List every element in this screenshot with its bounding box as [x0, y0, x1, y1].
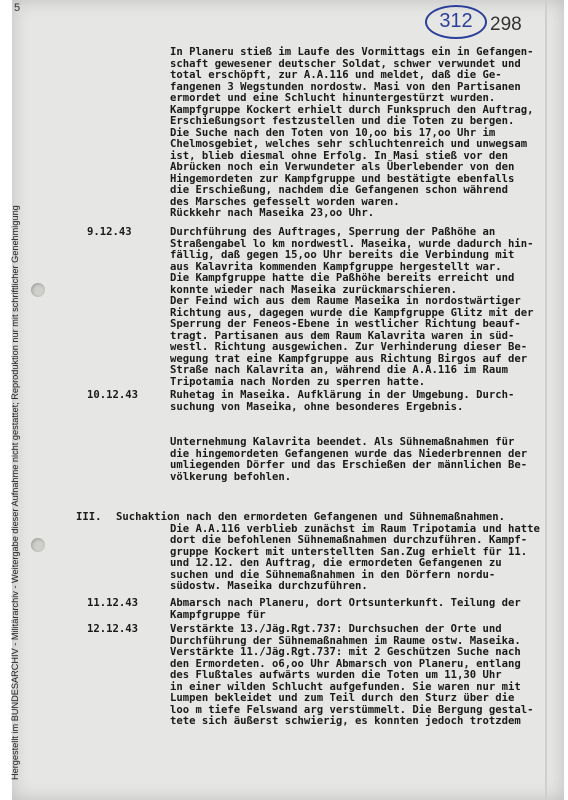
text-line: südostw. Maseika durchzuführen.: [170, 580, 368, 592]
text-line: suchung von Maseika, ohne besonderes Ergebnis.: [170, 400, 464, 413]
text-line: aus Kalavrita kommenden Kampfgruppe hergestellt war.: [170, 260, 502, 273]
text-line: Hingemordeten zur Kampfgruppe und bestätigte ebenfalls: [170, 172, 515, 185]
text-line: in einer wilden Schlucht aufgefunden. Sie waren nur mit: [170, 680, 521, 693]
text-line: umliegenden Dörfer und das Erschießen der männlichen Be-: [170, 459, 528, 471]
text-line: Kampfgruppe für: [170, 608, 266, 621]
text-line: Unternehmung Kalavrita beendet. Als Sühnemaßnahmen für: [170, 436, 515, 448]
text-line: tete sich äußerst schwierig, es konnten jedoch trotzdem: [170, 715, 521, 727]
entry-date: 9.12.43: [87, 226, 132, 238]
text-line: die Erschießung, nachdem die Gefangenen schon während: [170, 184, 509, 196]
text-line: Verstärkte 13./Jäg.Rgt.737: Durchsuchen der Orte und: [170, 623, 502, 635]
text-line: westl. Richtung ausgewichen. Zur Verhinderung dieser Be-: [170, 341, 528, 353]
text-line: suchen und die Sühnemaßnahmen in den Dörfern nordu-: [170, 568, 496, 581]
archive-margin-stamp: [4, 140, 38, 780]
text-line: konnte wieder nach Maseika zurückmarschieren.: [170, 283, 458, 296]
text-line: Verstärkte 11./Jäg.Rgt.737: mit 2 Geschützen Suche nach: [170, 646, 521, 658]
text-line: und 12.12. den Auftrag, die ermordeten Gefangenen zu: [170, 557, 502, 569]
archive-number-stamp: 312: [425, 5, 487, 39]
text-line: loo m tiefe Felswand arg verstümmelt. Die Bergung gestal-: [170, 703, 534, 716]
text-line: Straße nach Kalavrita an, während die A.A.116 im Raum: [170, 364, 509, 376]
text-line: Ruhetag in Maseika. Aufklärung in der Umgebung. Durch-: [170, 389, 515, 401]
text-line: Abmarsch nach Planeru, dort Ortsunterkunft. Teilung der: [170, 597, 521, 609]
entry-date: 10.12.43: [87, 389, 139, 401]
text-line: Suchaktion nach den ermordeten Gefangenen und Sühnemaßnahmen.: [116, 511, 506, 523]
text-line: Die A.A.116 verblieb zunächst im Raum Tripotamia und hatte: [170, 522, 540, 535]
text-line: des Flußtales aufwärts wurden die Toten um 11,30 Uhr: [170, 669, 502, 681]
text-line: Die Kampfgruppe hatte die Paßhöhe bereits erreicht und: [170, 272, 515, 284]
text-line: Straßengabel lo km nordwestl. Maseika, wurde dadurch hin-: [170, 237, 534, 250]
page-number: 298: [490, 14, 522, 35]
punch-hole: [31, 283, 45, 297]
text-line: den Ermordeten. o6,oo Uhr Abmarsch von Planeru, entlang: [170, 657, 521, 670]
text-line: ermordet und eine Schlucht hinuntergestürzt wurden.: [170, 92, 496, 104]
top-corner-mark: 5: [14, 2, 21, 14]
text-line: Sperrung der Feneos-Ebene in westlicher Richtung beauf-: [170, 318, 521, 330]
entry-date: 11.12.43: [87, 597, 139, 609]
text-line: ist, blieb diesmal ohne Erfolg. In Masi stieß vor den: [170, 149, 509, 162]
text-line: fällig, daß gegen 15,oo Uhr bereits die Verbindung mit: [170, 249, 515, 261]
text-line: Rückkehr nach Maseika 23,oo Uhr.: [170, 207, 375, 219]
text-line: Die Suche nach den Toten von 10,oo bis 17,oo Uhr im: [170, 126, 496, 139]
text-line: wegung trat eine Kampfgruppe aus Richtung Birgos auf der: [170, 352, 528, 365]
text-line: Der Feind wich aus dem Raume Maseika in nordostwärtiger: [170, 295, 521, 307]
text-line: In Planeru stieß im Laufe des Vormittags ein in Gefangen-: [170, 46, 534, 58]
text-line: Lumpen bekleidet und zum Teil durch den Sturz über die: [170, 692, 515, 704]
text-line: fangenen 3 Wegstunden nordostw. Masi von den Partisanen: [170, 80, 521, 93]
page-edge-shadow: [545, 0, 547, 800]
text-line: Abrücken noch ein Verwundeter als Überlebender von den: [170, 161, 515, 173]
text-line: Tripotamia nach Norden zu sperren hatte.: [170, 375, 426, 388]
text-line: des Marsches gefesselt worden waren.: [170, 195, 400, 208]
text-line: die hingemordeten Gefangenen wurde das Niederbrennen der: [170, 447, 528, 460]
section-number: III.: [76, 511, 102, 523]
text-line: gruppe Kockert mit unterstellten San.Zug erhielt für 11.: [170, 545, 528, 558]
text-line: tragt. Partisanen aus dem Raum Kalavrita waren in süd-: [170, 329, 515, 342]
text-line: dort die befohlenen Sühnemaßnahmen durchzuführen. Kampf-: [170, 534, 528, 546]
margin-stamp-text: Hergestellt im BUNDESARCHIV - Militärarchiv - Weitergabe dieser Aufnahme nicht gestattet; Reproduktion nur mit schriftlicher Genehmigung: [10, 205, 20, 780]
text-line: Erschießungsort festzustellen und die Toten zu bergen.: [170, 115, 515, 127]
text-line: Durchführung des Auftrages, Sperrung der Paßhöhe an: [170, 226, 496, 238]
text-line: Kampfgruppe Kockert erhielt durch Funkspruch den Auftrag,: [170, 103, 534, 116]
text-line: Richtung aus, dagegen wurde die Kampfgruppe Glitz mit der: [170, 306, 534, 319]
text-line: total erschöpft, zur A.A.116 und meldet, daß die Ge-: [170, 69, 502, 81]
text-line: Chelmosgebiet, welches sehr schluchtenreich und unwegsam: [170, 138, 528, 150]
entry-date: 12.12.43: [87, 623, 139, 635]
text-line: Durchführung der Sühnemaßnahmen im Raume ostw. Maseika.: [170, 634, 521, 647]
text-line: völkerung befohlen.: [170, 470, 292, 483]
text-line: schaft gewesener deutscher Soldat, schwer verwundet und: [170, 57, 521, 70]
punch-hole: [31, 538, 45, 552]
